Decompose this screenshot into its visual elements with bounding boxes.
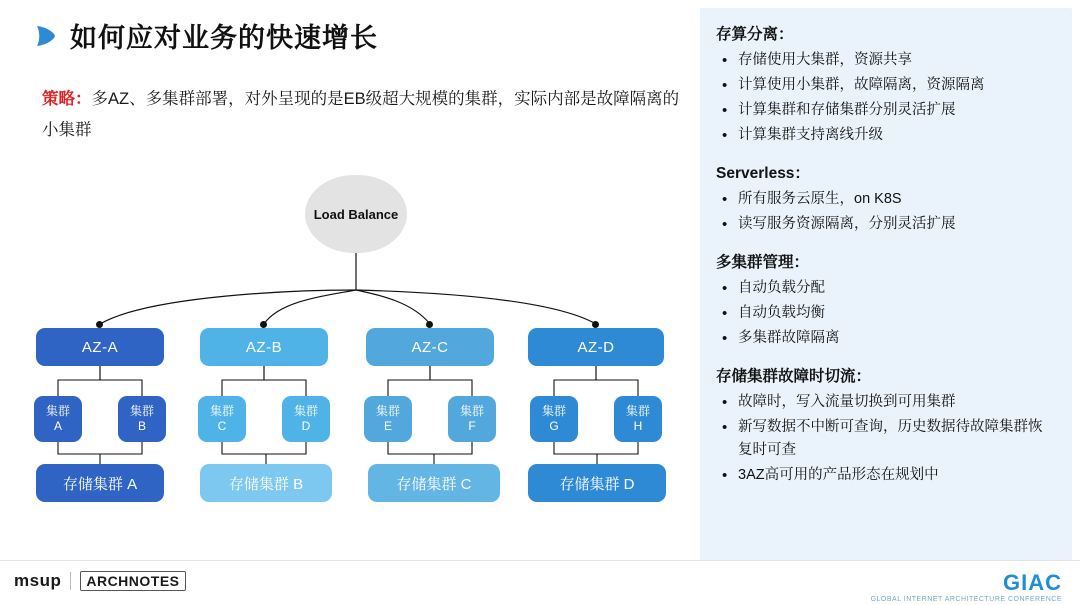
cluster-label-top: 集群 — [625, 404, 650, 418]
msup-logo: msup — [14, 571, 62, 590]
list-item: • 计算集群和存储集群分别灵活扩展 — [716, 99, 1056, 122]
az-node-b — [200, 328, 328, 366]
list-item: • 自动负载均衡 — [716, 302, 1056, 325]
list-item: • 故障时，写入流量切换到可用集群 — [716, 391, 1056, 414]
list-item: • 计算使用小集群，故障隔离，资源隔离 — [716, 74, 1056, 97]
cluster-label-bottom: G — [549, 419, 559, 433]
strategy-text — [42, 84, 682, 146]
section-multi-cluster-management — [716, 250, 1056, 350]
cluster-node-g — [530, 396, 578, 442]
section-heading: 存算分离： — [716, 26, 794, 43]
list-item: • 所有服务云原生，on K8S — [716, 188, 1056, 211]
strategy-label: 策略： — [42, 90, 92, 108]
cluster-label-top: 集群 — [459, 404, 484, 418]
logo-divider — [70, 572, 71, 590]
cluster-label-bottom: E — [383, 419, 392, 433]
giac-logo: GIAC — [1003, 570, 1062, 595]
storage-label: 存储集群 D — [559, 475, 635, 493]
list-item: • 计算集群支持离线升级 — [716, 124, 1056, 147]
section-list — [716, 188, 1056, 236]
architecture-diagram — [0, 150, 690, 550]
cluster-node-b — [118, 396, 166, 442]
brand-logos — [14, 571, 186, 591]
list-item: • 存储使用大集群，资源共享 — [716, 49, 1056, 72]
connector-dot — [592, 321, 599, 328]
cluster-label-top: 集群 — [45, 404, 70, 418]
notes-panel — [700, 8, 1072, 578]
cluster-node-h — [614, 396, 662, 442]
cluster-label-top: 集群 — [209, 404, 234, 418]
footer — [0, 560, 1080, 605]
cluster-label-top: 集群 — [293, 404, 318, 418]
page-title: 如何应对业务的快速增长 — [70, 23, 378, 53]
cluster-node-a — [34, 396, 82, 442]
cluster-label-bottom: B — [137, 419, 146, 433]
connector-dot — [426, 321, 433, 328]
az-node-d — [528, 328, 664, 366]
storage-label: 存储集群 C — [396, 475, 472, 493]
storage-label: 存储集群 A — [62, 475, 138, 493]
section-serverless — [716, 161, 1056, 236]
section-list — [716, 391, 1056, 487]
az-node-c — [366, 328, 494, 366]
section-list — [716, 277, 1056, 350]
cluster-label-bottom: C — [217, 419, 227, 433]
cluster-label-top: 集群 — [375, 404, 400, 418]
storage-cluster-c — [368, 464, 500, 502]
bullet-icon — [36, 23, 56, 49]
storage-cluster-b — [200, 464, 332, 502]
list-item: • 读写服务资源隔离，分别灵活扩展 — [716, 213, 1056, 236]
cluster-node-d — [282, 396, 330, 442]
page-header — [36, 16, 378, 55]
section-heading: 多集群管理： — [716, 254, 810, 271]
az-label: AZ-B — [245, 338, 283, 356]
cluster-label-top: 集群 — [541, 404, 566, 418]
list-item: • 3AZ高可用的产品形态在规划中 — [716, 464, 1056, 487]
cluster-label-bottom: D — [301, 419, 311, 433]
az-label: AZ-D — [577, 338, 615, 356]
section-heading: 存储集群故障时切流： — [716, 368, 872, 385]
storage-cluster-a — [36, 464, 164, 502]
list-item: • 自动负载分配 — [716, 277, 1056, 300]
cluster-node-e — [364, 396, 412, 442]
cluster-node-c — [198, 396, 246, 442]
load-balance-label: Load Balance — [313, 206, 399, 222]
section-heading: Serverless： — [716, 165, 810, 182]
section-storage-compute-separation — [716, 22, 1056, 147]
cluster-label-bottom: A — [53, 419, 62, 433]
connector-dot — [96, 321, 103, 328]
list-item: • 多集群故障隔离 — [716, 327, 1056, 350]
archnotes-logo: ARCHNOTES — [80, 571, 185, 591]
storage-cluster-d — [528, 464, 666, 502]
giac-subtitle: GLOBAL INTERNET ARCHITECTURE CONFERENCE — [870, 596, 1062, 603]
cluster-label-bottom: F — [468, 419, 476, 433]
strategy-body: 多AZ、多集群部署，对外呈现的是EB级超大规模的集群，实际内部是故障隔离的小集群 — [42, 90, 680, 139]
load-balance-node — [305, 175, 407, 253]
connector-dot — [260, 321, 267, 328]
cluster-node-f — [448, 396, 496, 442]
cluster-label-bottom: H — [633, 419, 643, 433]
az-label: AZ-A — [81, 338, 119, 356]
list-item: • 新写数据不中断可查询，历史数据待故障集群恢复时可查 — [716, 416, 1056, 462]
storage-label: 存储集群 B — [228, 475, 304, 493]
az-node-a — [36, 328, 164, 366]
section-failover-traffic-switch — [716, 364, 1056, 487]
section-list — [716, 49, 1056, 147]
az-label: AZ-C — [411, 338, 449, 356]
cluster-label-top: 集群 — [129, 404, 154, 418]
